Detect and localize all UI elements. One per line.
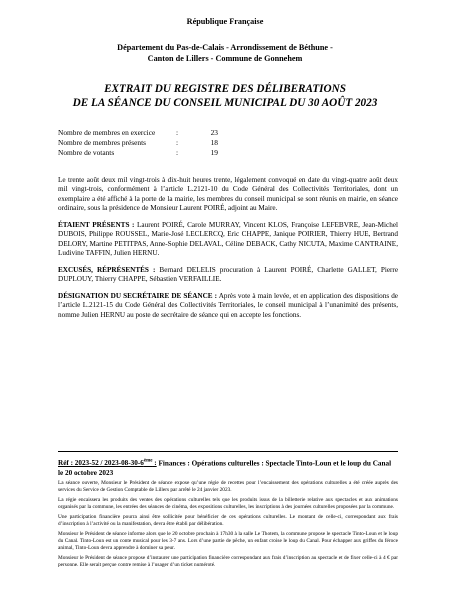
count-value: 23 [210, 128, 218, 137]
title-line-1: EXTRAIT DU REGISTRE DES DÉLIBERATIONS [104, 83, 346, 95]
department-line-1: Département du Pas-de-Calais - Arrondissement de Béthune - [117, 43, 333, 52]
excuses-text: Bernard DELELIS procuration à Laurent POIRÉ, Charlette GALLET, Pierre DUPLOUY, Thierry CHAPPE, Sébastien VERFAILLIE. [58, 266, 399, 284]
excuses-paragraph [58, 266, 398, 285]
paragraph-tarif: Monsieur le Président de séance propose d’instaurer une participation financière correspondant aux frais d’inscription au spectacle et de fixer celle-ci à 4 € par personne. Elle serait perçue contre remise à l’usager d’un ticket numéroté. [58, 555, 398, 568]
intro-paragraph [58, 176, 398, 214]
paragraph-participation: Une participation financière pourra ainsi être sollicitée pour bénéficier de ces opérations culturelles. Le montant de celle-ci, correspondant aux frais d’inscription à l’activité ou la manifestation, devra être établi par délibération. [58, 514, 398, 527]
paragraph-regie: La séance ouverte, Monsieur le Président de séance expose qu’une régie de recettes pour l’encaissement des opérations culturelles a été créée auprès des services du Service de Gestion Comptable de Lillers par arrêté le 24 janvier 2023. [58, 480, 398, 493]
count-separator: : [176, 128, 179, 137]
count-label: Nombre de membres présents [58, 138, 147, 147]
presents-label: ÉTAIENT PRÉSENTS : [58, 221, 135, 229]
intro-text: Le trente août deux mil vingt-trois à dix-huit heures trente, légalement convoqué en date du vingt-quatre août deux mil vingt-trois, conformément à l’article L.2121-10 du Code Général des Collectivités Territoriales, dont un exemplaire a été affiché à la porte de la mairie, les membres du conseil municipal se sont réunis en mairie, en séance ordinaire, sous la présidence de Monsieur Laurent POIRÉ, adjoint au Maire. [58, 176, 398, 213]
presents-paragraph [58, 221, 398, 259]
department-header [0, 42, 450, 64]
paragraph-encaissement: La régie encaissera les produits des ventes des opérations culturelles tels que les produits issus de la billetterie relative aux spectacles et aux animations organisés par la commune, les entrées des séances de cinéma, des expositions culturelles, les inscriptions à des journées culturelles proposées par la commune. [58, 497, 398, 510]
count-separator: : [176, 148, 179, 157]
section-divider [58, 451, 398, 452]
excuses-label: EXCUSÉS, RÉPRÉSENTÉS : [58, 266, 156, 274]
secretaire-text: Après vote à main levée, et en application des dispositions de l’article L.2121-15 du Code Général des Collectivités Territoriales, le conseil municipal à l’unanimité des présents, nomme Julien HERNU au poste de secrétaire de séance qui en accepte les fonctions. [58, 292, 398, 319]
document-title [0, 82, 450, 110]
count-label: Nombre de membres en exercice [58, 128, 156, 137]
title-line-2: DE LA SÉANCE DU CONSEIL MUNICIPAL DU 30 AOÛT 2023 [72, 97, 378, 109]
paragraph-spectacle: Monsieur le Président de séance informe alors que le 20 octobre prochain à 17h30 à la salle Le Thotem, la commune propose le spectacle Tinto-Loun et le loup du Canal. Tinto-Loun est un conte musical pour les 3-7 ans. Lors d’une partie de pêche, un enfant croise le loup du Canal. Pour échapper aux griffes du féroce animal, Tinto-Loun devra apprendre à dominer sa peur. [58, 531, 398, 551]
count-value: 18 [210, 138, 218, 147]
department-line-2: Canton de Lillers - Commune de Gonnehem [147, 54, 303, 63]
count-label: Nombre de votants [58, 148, 115, 157]
count-row-presents [58, 138, 218, 148]
secretaire-paragraph [58, 292, 398, 320]
deliberation-reference [58, 457, 398, 478]
count-row-votants [58, 148, 218, 158]
secretaire-label: DÉSIGNATION DU SECRÉTAIRE DE SÉANCE : [58, 292, 218, 300]
reference-code: Réf : 2023-52 / 2023-08-30-6ème : [58, 459, 157, 468]
reference-title: Finances : Opérations culturelles : Spectacle Tinto-Loun et le loup du Canal le 20 octobre 2023 [58, 459, 392, 477]
country-header: République Française [186, 17, 264, 26]
count-row-exercice [58, 128, 218, 138]
count-separator: : [176, 138, 179, 147]
presents-text: Laurent POIRÉ, Carole MURRAY, Vincent KLOS, Françoise LEFEBVRE, Jean-Michel DUBOIS, Philippe ROUSSEL, Marie-José LECLERCQ, Eric CHAPPE, Janique POIRIER, Thierry HUE, Bertrand DELORY, Martine PETITPAS, Anne-Sophie DELAVAL, Céline DEBACK, Cathy NICUTA, Maxime CANTRAINE, Ludivine TAFFIN, Julien HERNU. [58, 221, 399, 258]
count-value: 19 [210, 148, 218, 157]
member-counts [58, 128, 218, 158]
